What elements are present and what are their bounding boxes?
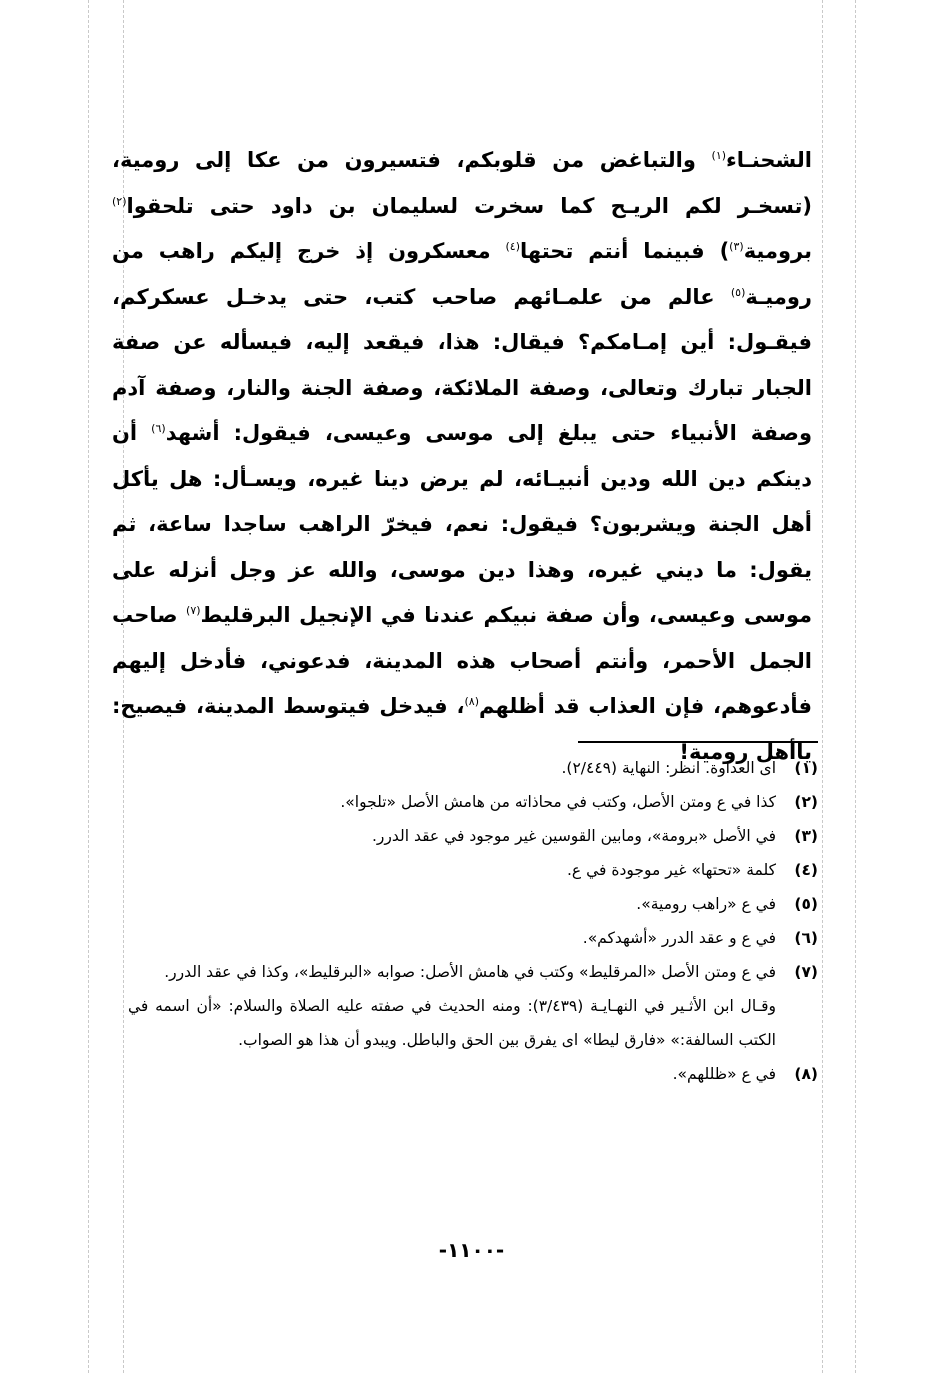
- footnote-number: (٥): [794, 895, 818, 913]
- footnote-number: (٤): [794, 861, 818, 879]
- footnote-divider: [578, 741, 818, 743]
- footnote-reference: (٦): [151, 422, 166, 435]
- footnote: [128, 819, 818, 853]
- body-paragraph: [112, 138, 812, 775]
- margin-guide-line: [855, 0, 856, 1373]
- footnotes-section: [128, 751, 818, 1091]
- footnote-number: (٦): [794, 929, 818, 947]
- footnote: [128, 785, 818, 819]
- footnote-reference: (١): [711, 149, 727, 162]
- footnote-reference: (٣): [729, 240, 744, 253]
- body-text-segment: معسكرون إذ خرج إليكم راهب من روميـة: [112, 239, 812, 309]
- footnote: [128, 887, 818, 921]
- footnote-reference: (٨): [464, 695, 479, 708]
- footnote-reference: (٧): [186, 604, 201, 617]
- body-text-segment: الشحنـاء: [726, 148, 812, 172]
- footnote: [128, 751, 818, 785]
- footnote: [128, 921, 818, 955]
- body-text-segment: أن دينكم دين الله ودين أنبيـائه، لم يرض دينا غيره، ويسـأل: هل يأكل أهل الجنة ويشربون؟ فيقول: نعم، فيخرّ الراهب ساجدا ساعة، ثم يقول: ما ديني غيره، وهذا دين موسى، والله عز وجل أنزله على موسى وعيسى، وأن صفة نبيكم عندنا في الإنجيل البرقليط: [112, 421, 812, 627]
- body-text-segment: عالم من علمـائهم صاحب كتب، حتى يدخـل عسكركم، فيقـول: أين إمـامكم؟ فيقال: هذا، فيقعد إليه، فيسأله عن صفة الجبار تبارك وتعالى، وصفة الملائكة، وصفة الجنة والنار، وصفة آدم وصفة الأنبياء حتى يبلغ إلى موسى وعيسى، فيقول: أشهد: [112, 284, 813, 445]
- footnote: [128, 1057, 818, 1091]
- footnote-text: في ع «ظللهم».: [672, 1065, 776, 1083]
- footnote: [128, 853, 818, 887]
- body-text-segment: والتباغض من قلوبكم، فتسيرون من عكا إلى رومية، (تسخـر لكم الريـح كما سخرت لسليمان بن داود حتى تلحقوا: [112, 148, 812, 218]
- footnote-continuation: وقـال ابن الأثـير في النهـايـة (٣/٤٣٩): ومنه الحديث في صفته عليه الصلاة والسلام: «أن اسمه في الكتب السالفة:» «فارق ليطا» اى يفرق بين الحق والباطل. ويبدو أن هذا هو الصواب.: [128, 997, 776, 1049]
- footnote-number: (١): [794, 759, 818, 777]
- footnote-text: في الأصل «برومة»، ومابين القوسين غير موجود في عقد الدرر.: [371, 827, 776, 845]
- footnote-text: كذا في ع ومتن الأصل، وكتب في محاذاته من هامش الأصل «تلجوا».: [340, 793, 776, 811]
- margin-guide-line: [88, 0, 89, 1373]
- footnote-number: (٣): [794, 827, 818, 845]
- footnote: [128, 955, 818, 989]
- footnote-reference: (٥): [730, 285, 746, 299]
- margin-guide-line: [822, 0, 823, 1373]
- body-text-segment: صاحب الجمل الأحمر، وأنتم أصحاب هذه المدينة، فدعوني، فأدخل إليهم فأدعوهم، فإن العذاب قد أظلهم: [112, 603, 812, 718]
- footnote-reference: (٤): [505, 240, 520, 253]
- body-text-segment: برومية: [743, 239, 812, 263]
- footnote-text: في ع «راهب رومية».: [636, 895, 776, 913]
- footnote-reference: (٢): [112, 194, 127, 208]
- body-text-segment: ، فيدخل فيتوسط المدينة، فيصيح: ياأهل رومية!: [112, 694, 812, 764]
- footnote-number: (٨): [794, 1065, 818, 1083]
- footnote-text: اى العداوة. انظر: النهاية (٢/٤٤٩).: [561, 759, 776, 777]
- footnote-number: (٢): [794, 793, 818, 811]
- footnote-text: في ع ومتن الأصل «المرقليط» وكتب في هامش الأصل: صوابه «البرقليط»، وكذا في عقد الدرر.: [164, 963, 776, 981]
- footnote-text: كلمة «تحتها» غير موجودة في ع.: [566, 861, 776, 879]
- footnote-text: في ع و عقد الدرر «أشهدكم».: [582, 929, 776, 947]
- page-number: -١١٠٠-: [438, 1238, 505, 1262]
- body-text-segment: ) فبينما أنتم تحتها: [519, 239, 730, 263]
- footnote-number: (٧): [794, 963, 818, 981]
